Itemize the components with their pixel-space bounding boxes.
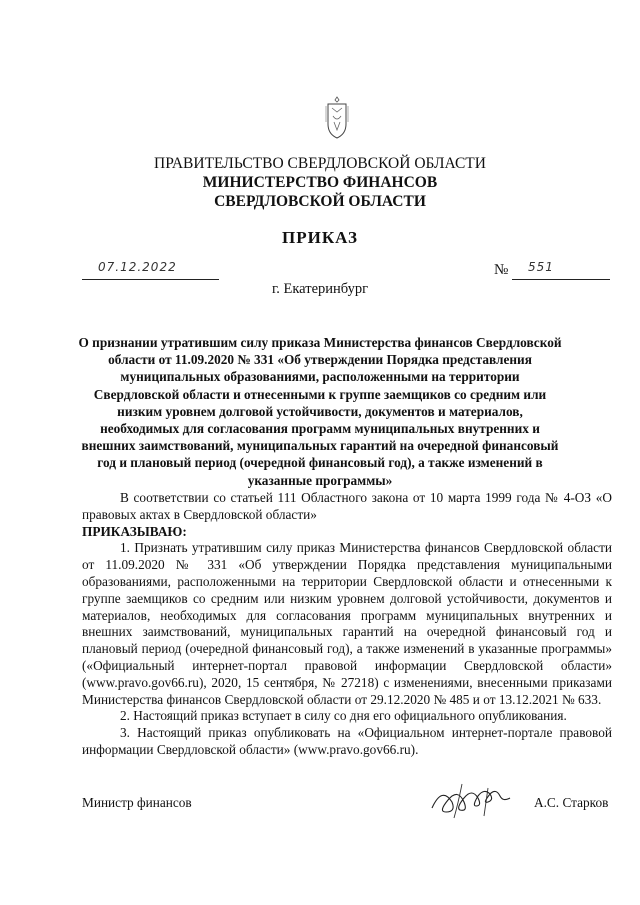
government-name: ПРАВИТЕЛЬСТВО СВЕРДЛОВСКОЙ ОБЛАСТИ bbox=[154, 155, 486, 172]
number-value: 551 bbox=[528, 260, 554, 274]
order-word: ПРИКАЗЫВАЮ: bbox=[82, 523, 187, 539]
preamble: В соответствии со статьей 111 Областного закона от 10 марта 1999 года № 4-ОЗ «О правовых актах в Свердловской области» bbox=[82, 490, 612, 522]
document-body bbox=[82, 490, 612, 759]
document-type: ПРИКАЗ bbox=[282, 228, 358, 247]
number-label: № bbox=[494, 262, 509, 278]
handwritten-signature bbox=[428, 780, 528, 822]
order-item-3: 3. Настоящий приказ опубликовать на «Официальном интернет-портале правовой информации Свердловской области» (www.pravo.gov66.ru). bbox=[82, 725, 612, 757]
order-item-1: 1. Признать утратившим силу приказ Министерства финансов Свердловской области от 11.09.2020 № 331 «Об утверждении Порядка представления муниципальными образованиями, расположенными на территории Свердловской области и отнесенными к группе заемщиков со средним или низким уровнем долговой устойчивости, документов и материалов, необходимых для согласования программ муниципальных внутренних и внешних заимствований, муниципальных гарантий на очередной финансовый год и плановый период (очередной финансовый год), а также изменений в указанные программы» («Официальный интернет-портал правовой информации Свердловской области» (www.pravo.gov66.ru), 2020, 15 сентября, № 27218) с изменениями, внесенными приказами Министерства финансов Свердловской области от 29.12.2020 № 485 и от 13.12.2021 № 633. bbox=[82, 540, 612, 707]
signer-position: Министр финансов bbox=[82, 795, 192, 810]
coat-of-arms-emblem bbox=[324, 96, 350, 142]
date-value: 07.12.2022 bbox=[98, 260, 177, 274]
ministry-name-line1: МИНИСТЕРСТВО ФИНАНСОВ bbox=[202, 174, 438, 191]
date-field bbox=[82, 262, 219, 280]
signer-name: А.С. Старков bbox=[534, 795, 609, 810]
ministry-name-line2: СВЕРДЛОВСКОЙ ОБЛАСТИ bbox=[214, 193, 426, 210]
number-field bbox=[512, 262, 610, 280]
document-title: О признании утратившим силу приказа Министерства финансов Свердловской области от 11.09.2020 № 331 «Об утверждении Порядка представления муниципальных образованиями, расположенными на территории Свердловской области и отнесенными к группе заемщиков со средним или низким уровнем долговой устойчивости, документов и материалов, необходимых для согласования программ муниципальных внутренних и внешних заимствований, муниципальных гарантий на очередной финансовый год и плановый период (очередной финансовый год), а также изменений в указанные программы» bbox=[78, 335, 562, 488]
order-item-2: 2. Настоящий приказ вступает в силу со дня его официального опубликования. bbox=[120, 708, 567, 724]
city: г. Екатеринбург bbox=[271, 281, 369, 297]
issuer-block bbox=[0, 154, 640, 211]
